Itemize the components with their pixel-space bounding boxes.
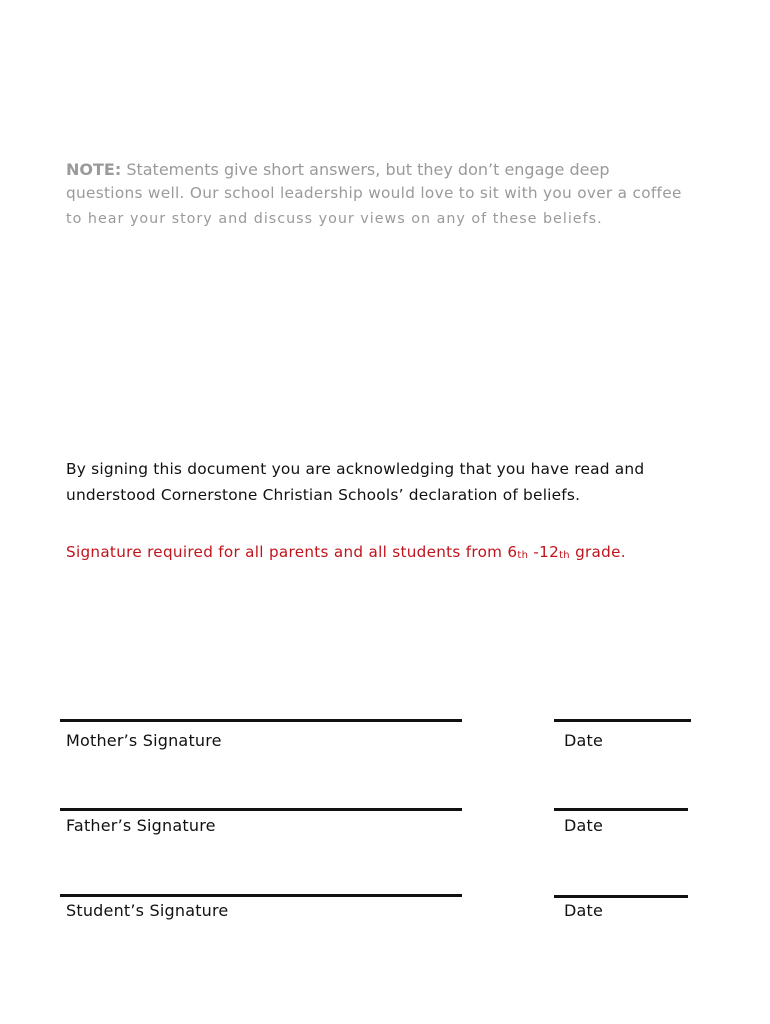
requirement-text-1: Signature required for all parents and all students from 6 <box>66 543 518 561</box>
student-date-label: Date <box>564 901 604 920</box>
note-line-1 <box>66 158 706 182</box>
note-label: NOTE: <box>66 160 122 179</box>
note-paragraph <box>66 158 706 230</box>
requirement-text-3: grade. <box>569 543 626 561</box>
father-signature-label: Father’s Signature <box>66 816 216 835</box>
note-line-2: questions well. Our school leadership would love to sit with you over a coffee <box>66 184 682 202</box>
mother-date-label: Date <box>564 731 604 750</box>
signature-requirement-notice <box>66 540 706 568</box>
father-signature-line[interactable] <box>60 808 462 811</box>
father-date-line[interactable] <box>554 808 688 811</box>
acknowledgment-line-2: understood Cornerstone Christian Schools’ declaration of beliefs. <box>66 486 581 504</box>
requirement-text-2: -12 <box>528 543 560 561</box>
mother-date-line[interactable] <box>554 719 691 722</box>
student-date-line[interactable] <box>554 895 688 898</box>
requirement-sup-2: th <box>559 550 570 561</box>
requirement-sup-1: th <box>517 550 529 561</box>
acknowledgment-paragraph <box>66 456 706 508</box>
father-date-label: Date <box>564 816 604 835</box>
student-signature-label: Student’s Signature <box>66 901 229 920</box>
student-signature-line[interactable] <box>60 894 462 897</box>
note-text-1: Statements give short answers, but they don’t engage deep <box>121 160 610 179</box>
mother-signature-line[interactable] <box>60 719 462 722</box>
acknowledgment-line-1: By signing this document you are acknowledging that you have read and <box>66 460 645 478</box>
mother-signature-label: Mother’s Signature <box>66 731 222 750</box>
note-line-3: to hear your story and discuss your views on any of these beliefs. <box>66 211 603 227</box>
